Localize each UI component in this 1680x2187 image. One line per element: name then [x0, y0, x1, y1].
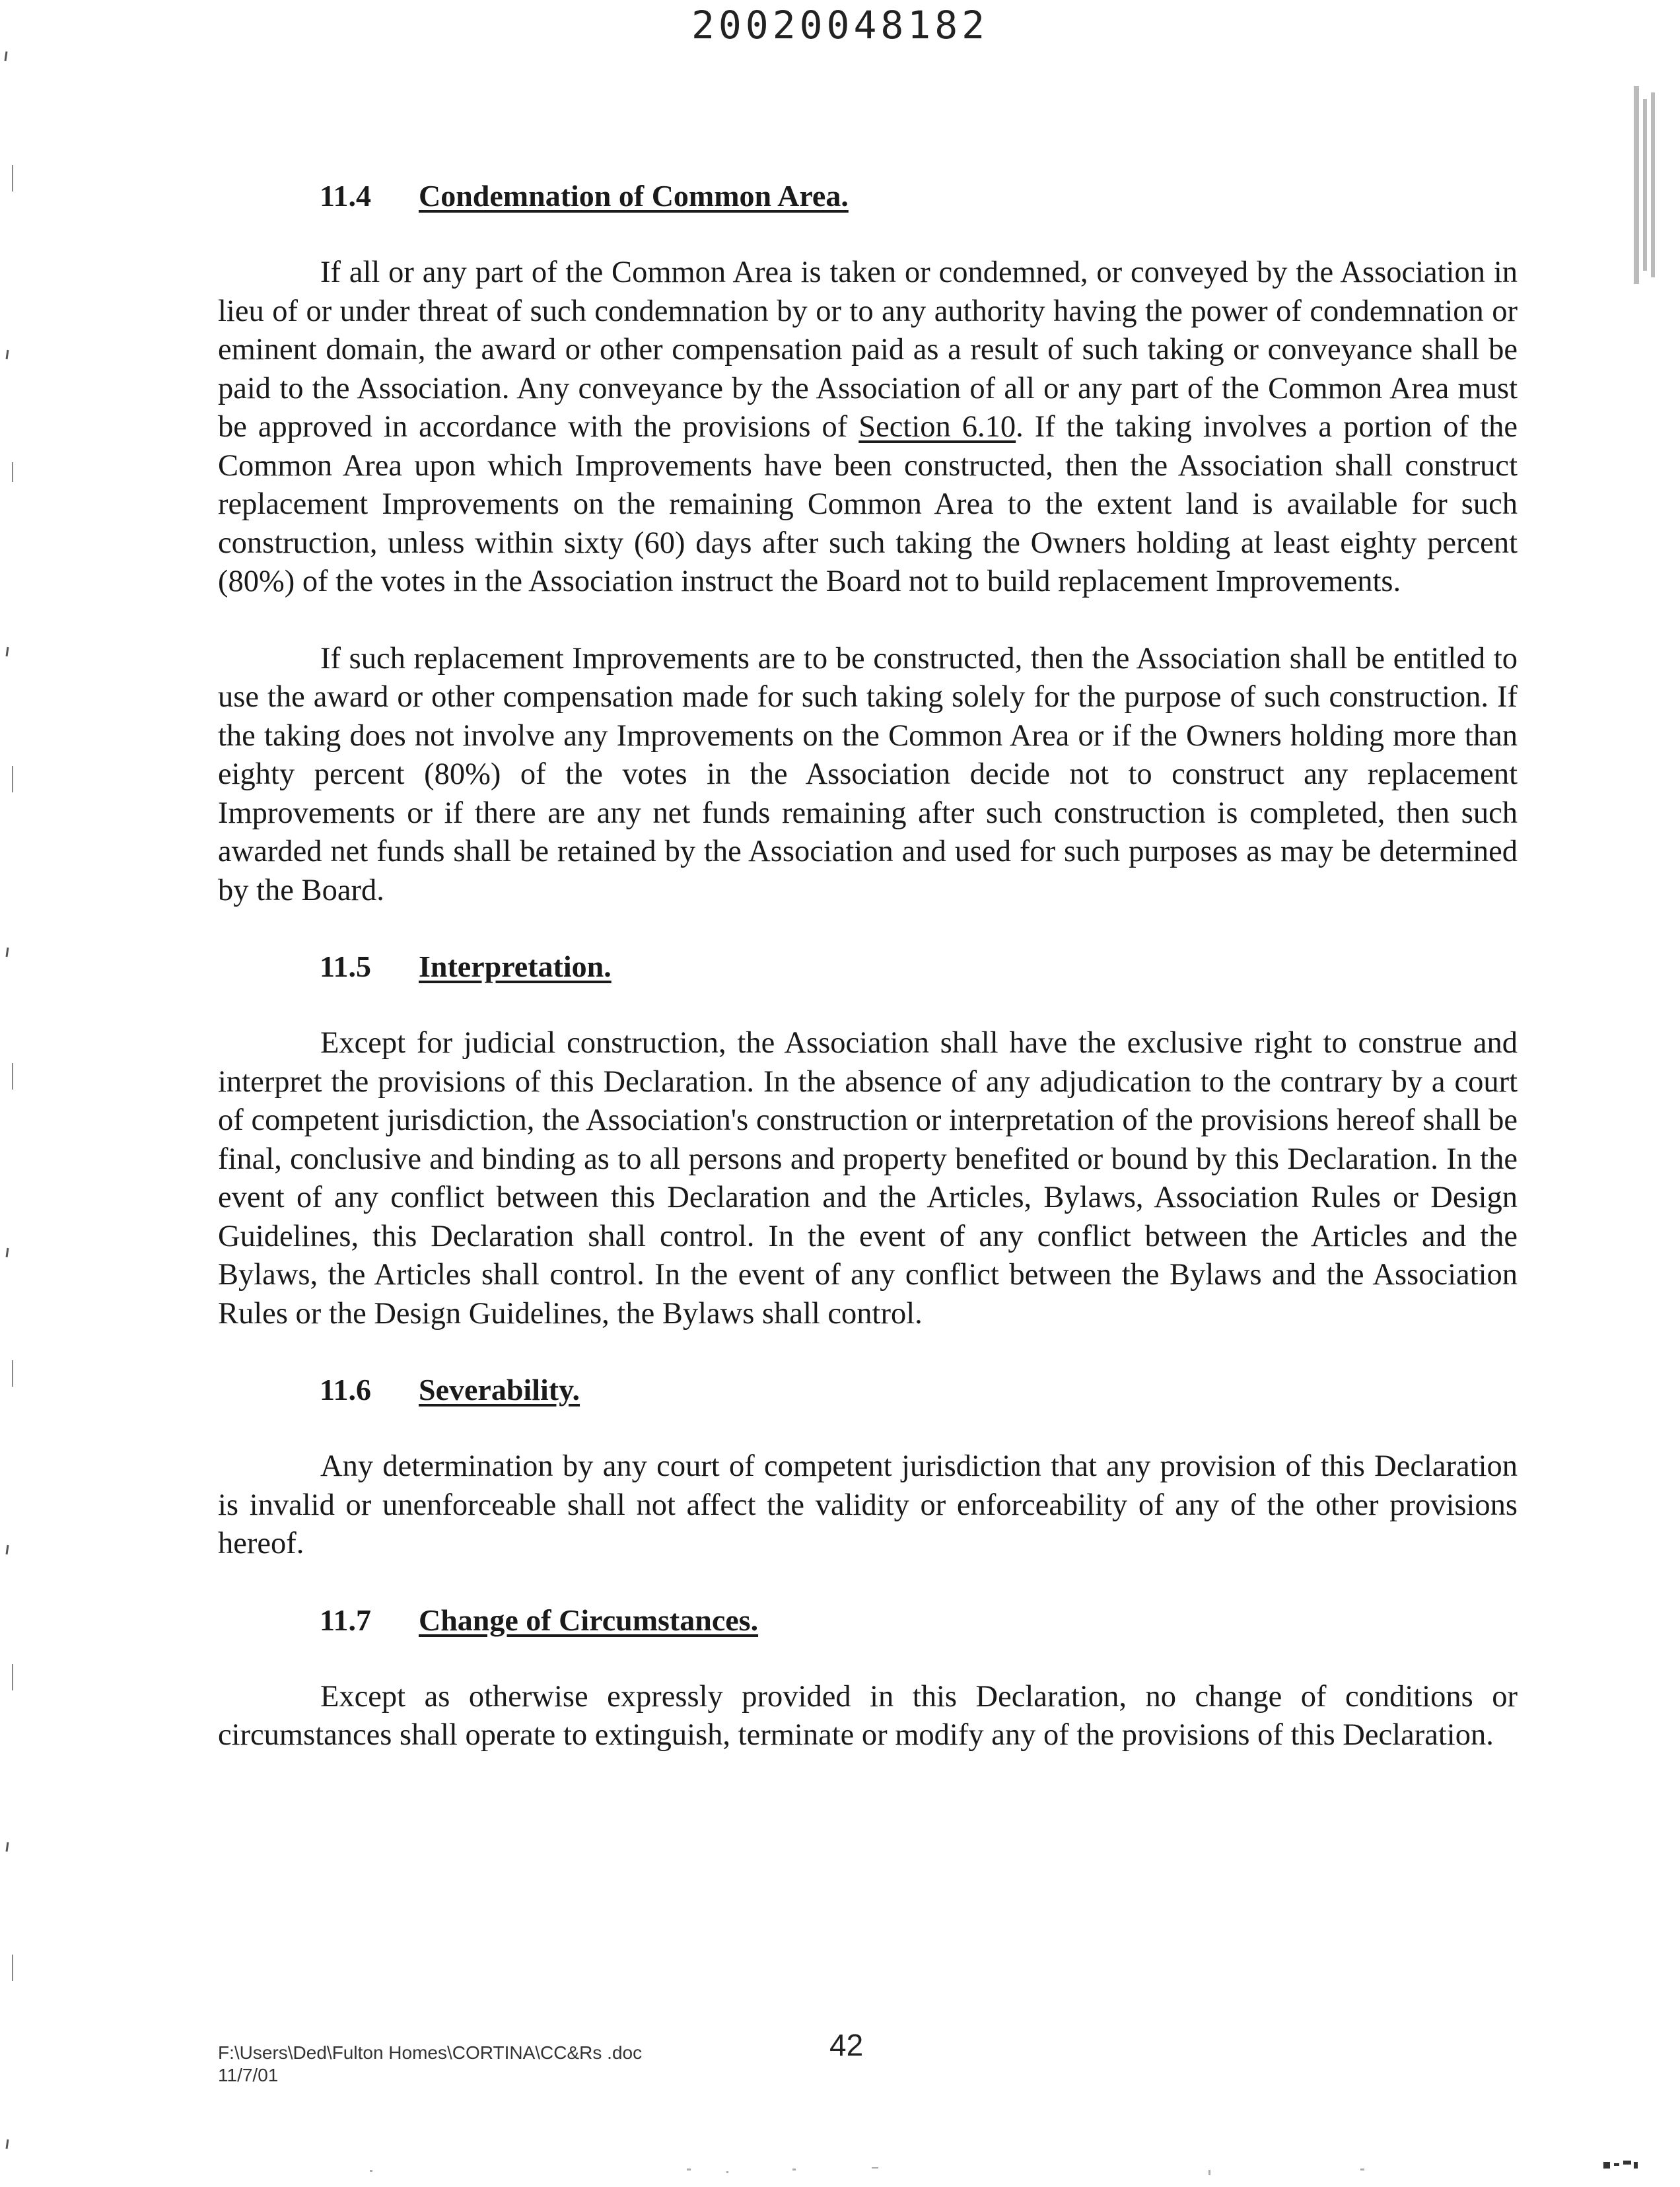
section-heading [218, 1601, 1518, 1640]
scan-stamp-mark [1627, 79, 1660, 297]
section-title: Interpretation. [419, 950, 612, 983]
document-body [218, 177, 1518, 1755]
section-paragraph: Except for judicial construction, the Association shall have the exclusive right to construe and interpret the provisions of this Declaration. In the absence of any adjudication to the contrary by a court of competent jurisdiction, the Association's construction or interpretation of the provisions hereof shall be final, conclusive and binding as to all persons and property benefited or bound by this Declaration. In the event of any conflict between this Declaration and the Articles, Bylaws, Association Rules or Design Guidelines, this Declaration shall control. In the event of any conflict between the Articles and the Bylaws, the Articles shall control. In the event of any conflict between the Bylaws and the Association Rules or the Design Guidelines, the Bylaws shall control. [218, 1026, 1518, 1331]
section-paragraph: Any determination by any court of competent jurisdiction that any provision of this Declaration is invalid or unenforceable shall not affect the validity or enforceability of any of the other provisions hereof. [218, 1449, 1518, 1560]
footer-file-info [218, 2042, 642, 2087]
section-paragraph: Except as otherwise expressly provided in this Declaration, no change of conditions or circumstances shall operate to extinguish, terminate or modify any of the provisions of this Declaration. [218, 1679, 1518, 1752]
document-number: 20020048182 [691, 3, 989, 48]
scan-corner-mark [1601, 2158, 1654, 2174]
section-paragraph [218, 254, 1518, 602]
section-number: 11.6 [320, 1373, 371, 1406]
paragraph-text: . If the taking involves a portion of the Common Area upon which Improvements have been constructed, then the Association shall construct replacement Improvements on the remaining Common Area to the extent land is available for such construction, unless within sixty (60) days after such taking the Owners holding at least eighty percent (80%) of the votes in the Association instruct the Board not to build replacement Improvements. [218, 410, 1518, 598]
section-reference-link: Section 6.10 [858, 410, 1016, 444]
section-paragraph: If such replacement Improvements are to be constructed, then the Association shall be entitled to use the award or other compensation made for such taking solely for the purpose of such construction. If the taking does not involve any Improvements on the Common Area or if the Owners holding more than eighty percent (80%) of the votes in the Association decide not to construct any replacement Improvements or if there are any net funds remaining after such construction is completed, then such awarded net funds shall be retained by the Association and used for such purposes as may be determined by the Board. [218, 641, 1518, 907]
footer-date: 11/7/01 [218, 2065, 279, 2085]
scan-bottom-specks [330, 2161, 1453, 2180]
paragraph-text: If all or any part of the Common Area is taken or condemned, or conveyed by the Association in lieu of or under threat of such condemnation by or to any authority having the power of condemnation or eminent domain, the award or other compensation paid as a result of such taking or conveyance shall be paid to the Association. Any conveyance by the Association of all or any part of the Common Area must be approved in accordance with the provisions of [218, 256, 1518, 444]
section-heading [218, 1371, 1518, 1409]
section-title: Change of Circumstances. [419, 1603, 759, 1637]
section-number: 11.4 [320, 179, 371, 213]
scan-margin-marks [0, 0, 26, 2187]
section-number: 11.7 [320, 1603, 371, 1637]
section-heading [218, 948, 1518, 986]
footer-file-path: F:\Users\Ded\Fulton Homes\CORTINA\CC&Rs .doc [218, 2042, 643, 2063]
page-number: 42 [829, 2028, 864, 2062]
section-heading [218, 177, 1518, 215]
section-number: 11.5 [320, 950, 371, 983]
section-title: Severability. [419, 1373, 580, 1406]
section-title: Condemnation of Common Area. [419, 179, 849, 213]
